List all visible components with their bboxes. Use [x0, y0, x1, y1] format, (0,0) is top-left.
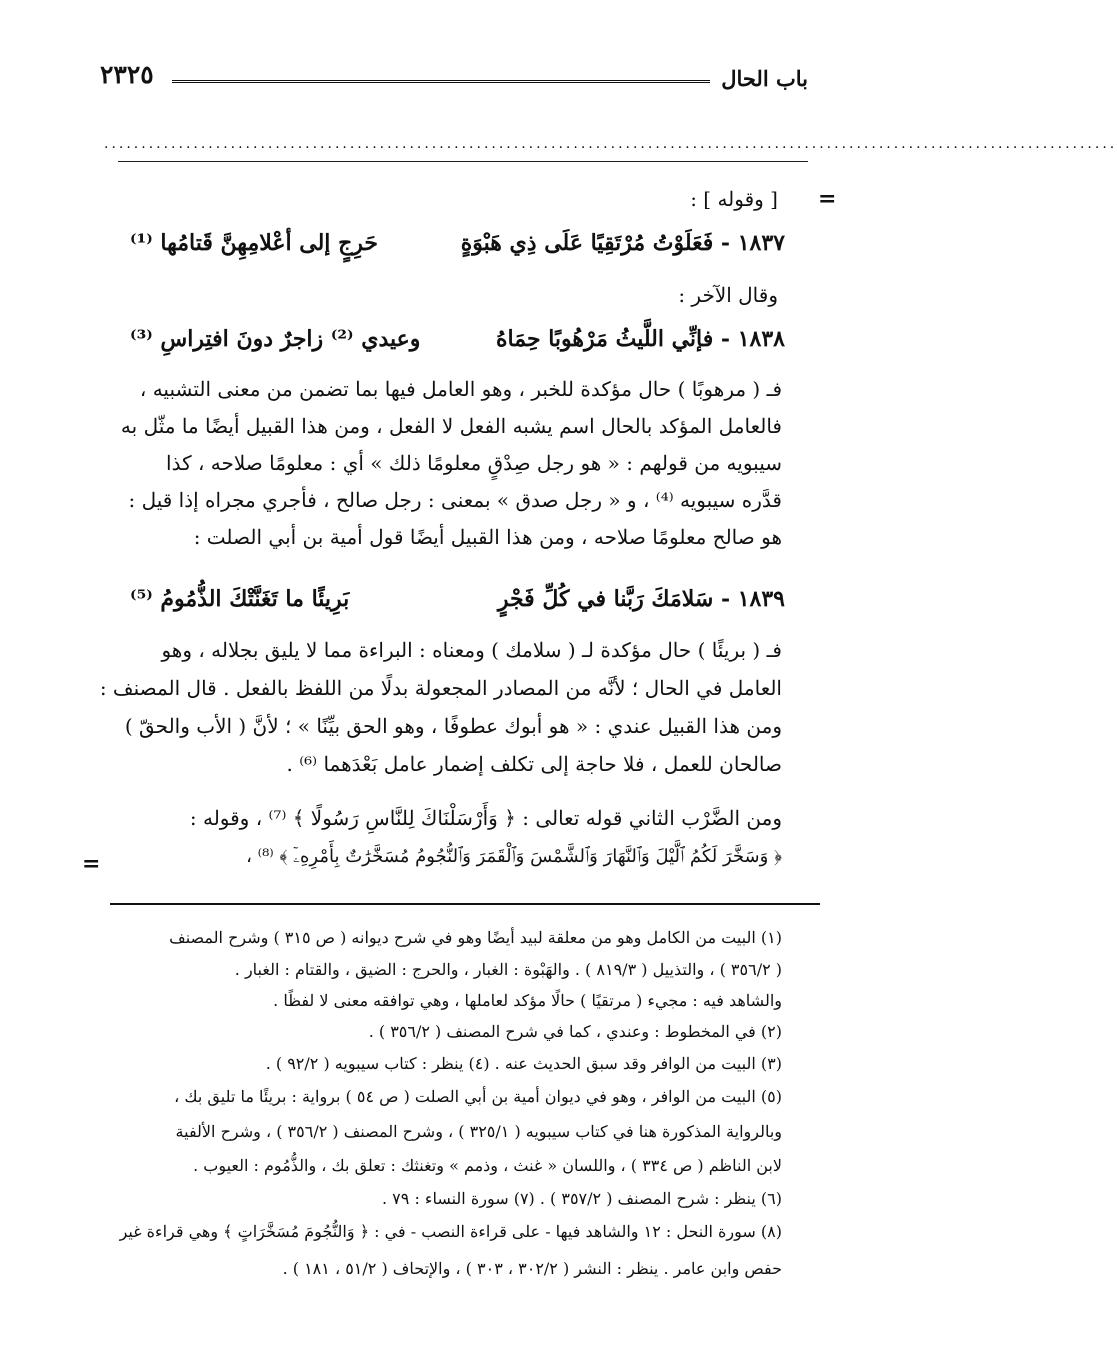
- body-line-12: العامل في الحال ؛ لأنَّه من المصادر المجعولة بدلًا من اللفظ بالفعل . قال المصنف :: [99, 676, 782, 700]
- footnote-line-6: (٥) البيت من الوافر ، وهو في ديوان أمية بن أبي الصلت ( ص ٥٤ ) برواية : بريئًا ما تليق بك ،: [174, 1087, 782, 1106]
- footnote-line-3: والشاهد فيه : مجيء ( مرتقيًا ) حالًا مؤكد لعاملها ، وهي توافقه معنى لا لفظًا .: [273, 991, 782, 1010]
- footnote-line-2: ( ٣٥٦/٢ ) ، والتذييل ( ٨١٩/٣ ) . والهَبْوة : الغبار ، والحرج : الضيق ، والقتام : الغبار .: [234, 960, 782, 979]
- quran-verse-line: ﴿ وَسَخَّرَ لَكُمُ ٱلَّيْلَ وَٱلنَّهَارَ وَٱلشَّمْسَ وَٱلْقَمَرَ وَٱلنُّجُومُ مُسَخَّرَٰتٌ بِأَمْرِهِۦٓ ﴾ ⁽⁸⁾ ،: [246, 846, 782, 867]
- verse-1839-first-hemistich: ١٨٣٩ - سَلامَكَ رَبَّنا في كُلِّ فَجْرٍ: [497, 586, 785, 612]
- body-line-13: ومن هذا القبيل عندي : « هو أبوك عطوفًا ، وهو الحق بيِّنًا » ؛ لأنَّ ( الأب والحقّ ): [124, 714, 782, 738]
- verse-1838-first-hemistich: ١٨٣٨ - فإنِّي اللَّيثُ مَرْهُوبًا حِمَاهُ: [496, 326, 785, 352]
- continuation-mark-top: =: [818, 186, 837, 212]
- body-line-8: قدَّره سيبويه ⁽⁴⁾ ، و « رجل صدق » بمعنى : رجل صالح ، فأجري مجراه إذا قيل :: [128, 488, 782, 512]
- continuation-mark-bottom: =: [82, 851, 101, 877]
- footnote-separator: [110, 903, 820, 905]
- body-line-11: فـ ( بريئًا ) حال مؤكدة لـ ( سلامك ) ومعناه : البراءة مما لا يليق بجلاله ، وهو: [161, 638, 782, 662]
- footnote-line-10: (٨) سورة النحل : ١٢ والشاهد فيها - على قراءة النصب - في : ﴿ وَالنُّجُومَ مُسَخَّرَاتٍ ﴾ وهي قراءة غير: [119, 1222, 782, 1241]
- body-line-9: هو صالح معلومًا صلاحه ، ومن هذا القبيل أيضًا قول أمية بن أبي الصلت :: [193, 525, 782, 549]
- footnote-line-1: (١) البيت من الكامل وهو من معلقة لبيد أيضًا وهو في شرح ديوانه ( ص ٣١٥ ) وشرح المصنف: [169, 928, 782, 947]
- footnote-line-9: (٦) ينظر : شرح المصنف ( ٣٥٧/٢ ) . (٧) سورة النساء : ٧٩ .: [382, 1189, 782, 1208]
- body-line-6: فالعامل المؤكد بالحال اسم يشبه الفعل لا الفعل ، ومن هذا القبيل أيضًا ما مثّل به: [120, 414, 782, 438]
- footnote-line-7: وبالرواية المذكورة هنا في كتاب سيبويه ( ٣٢٥/١ ) ، وشرح المصنف ( ٣٥٦/٢ ) ، وشرح الألفية: [175, 1122, 782, 1141]
- body-line-1: [ وقوله ] :: [690, 187, 778, 211]
- footnote-line-5: (٣) البيت من الوافر وقد سبق الحديث عنه . (٤) ينظر : كتاب سيبويه ( ٩٢/٢ ) .: [265, 1054, 782, 1073]
- body-line-5: فـ ( مرهوبًا ) حال مؤكدة للخبر ، وهو العامل فيها بما تضمن من معنى التشبيه ،: [139, 377, 782, 401]
- body-line-14: صالحان للعمل ، فلا حاجة إلى تكلف إضمار عامل بَعْدَهما ⁽⁶⁾ .: [286, 752, 782, 776]
- verse-1837-first-hemistich: ١٨٣٧ - فَعَلَوْتُ مُرْتَقِيًا عَلَى ذِي هَبْوَةٍ: [460, 230, 785, 256]
- chapter-title: باب الحال: [721, 66, 808, 91]
- body-line-7: سيبويه من قولهم : « هو رجل صِدْقٍ معلومًا ذلك » أي : معلومًا صلاحه ، كذا: [166, 451, 782, 475]
- footnote-line-4: (٢) في المخطوط : وعندي ، كما في شرح المصنف ( ٣٥٦/٢ ) .: [368, 1022, 782, 1041]
- header-rule: [172, 80, 710, 83]
- verse-1839-second-hemistich: بَرِيئًا ما تَغَنَّتْكَ الذُّمُومُ ⁽⁵⁾: [130, 586, 350, 612]
- body-line-3: وقال الآخر :: [678, 283, 778, 307]
- separator-rule: [118, 161, 808, 162]
- dotted-separator: ........................................................................................................................................: [104, 136, 1117, 152]
- page-header: [100, 58, 808, 98]
- body-line-15: ومن الضَّرْب الثاني قوله تعالى : ﴿ وَأَرْسَلْنَاكَ لِلنَّاسِ رَسُولًا ﴾ ⁽⁷⁾ ، وقوله :: [189, 806, 782, 830]
- footnote-line-11: حفص وابن عامر . ينظر : النشر ( ٣٠٢/٢ ، ٣٠٣ ) ، والإتحاف ( ٥١/٢ ، ١٨١ ) .: [282, 1259, 782, 1278]
- page-number: ٢٣٢٥: [100, 60, 154, 89]
- footnote-line-8: لابن الناظم ( ص ٣٣٤ ) ، واللسان « غنث ، وذمم » وتغنثك : تعلق بك ، والذُّمُوم : العيوب .: [193, 1156, 782, 1175]
- verse-1838-second-hemistich: وعيدي ⁽²⁾ زاجرٌ دونَ افتِراسِ ⁽³⁾: [130, 326, 421, 352]
- verse-1837-second-hemistich: حَرِجٍ إلى أعْلامِهِنَّ قَتامُها ⁽¹⁾: [130, 230, 379, 256]
